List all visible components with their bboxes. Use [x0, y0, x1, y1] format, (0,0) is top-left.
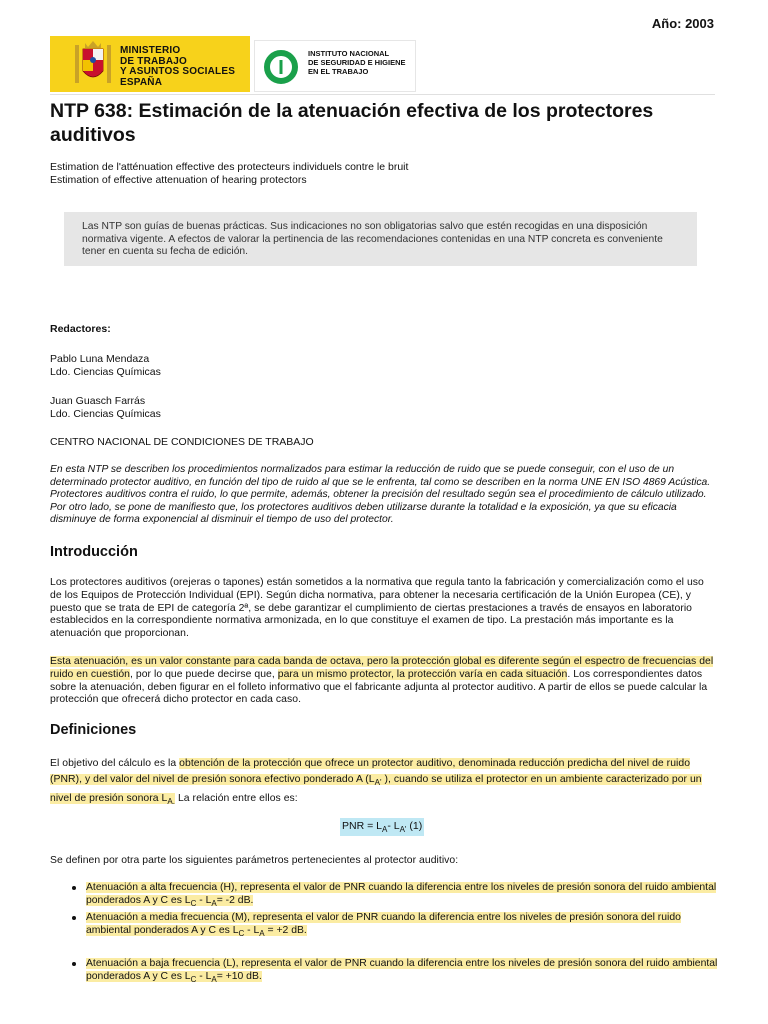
institute-name — [308, 49, 406, 76]
highlight — [86, 912, 681, 936]
authoring-center: CENTRO NACIONAL DE CONDICIONES DE TRABAJO — [50, 436, 314, 448]
list-item — [86, 958, 726, 987]
ministry-line: MINISTERIO — [120, 45, 181, 56]
subscript: C — [190, 974, 197, 984]
abstract: En esta NTP se describen los procedimientos normalizados para estimar la reducción de ruido que se puede conseguir, con el uso de un determinado protector auditivo, en función del tipo de ruido al que se le enfrenta, tal como se describen en la norma UNE EN ISO 4869 Acústica. Protectores auditivos contra el ruido, lo que permite, además, obtener la precisión del resultado según sea el procedimiento de cálculo utilizado. Por otro lado, se pone de manifiesto que, los protectores auditivos deben utilizarse durante la totalidad e la exposición, ya que su eficacia disminuye de forma exponencial al disminuir el tiempo de uso del protector. — [50, 464, 711, 526]
subtitle-english: Estimation of effective attenuation of hearing protectors — [50, 174, 307, 186]
bullet-icon — [72, 962, 76, 966]
parameters-intro: Se definen por otra parte los siguientes parámetros pertenecientes al protector auditivo: — [50, 855, 459, 866]
institute-line: DE SEGURIDAD E HIGIENE — [308, 58, 406, 67]
formula-part: PNR = L — [342, 820, 382, 832]
text-run: La relación entre ellos es: — [175, 793, 298, 805]
ministry-line: ESPAÑA — [120, 76, 163, 88]
pnr-formula — [340, 818, 424, 836]
subscript: A. — [167, 797, 176, 807]
text-run: Atenuación a media frecuencia (M), representa el valor de PNR cuando la diferencia entre los niveles de presión sonora del ruido ambiental ponderados A y C es L — [86, 912, 681, 936]
text-run: = -2 dB. — [216, 894, 254, 906]
subscript: A — [211, 898, 217, 908]
intro-paragraph: Los protectores auditivos (orejeras o tapones) están sometidos a la normativa que regula tanto la fabricación y comercialización como el uso de los Equipos de Protección Individual (EPI). Según dicha normativa, para obtener la necesaria certificación de la Unión Europea (CE), y puesto que se trata de EPI de categoría 2ª, se debe garantizar el cumplimiento de ciertas prestaciones a través de ensayos en laboratorio establecidos en la correspondiente normativa armonizada, en lo que constituye el examen de tipo. La prestación más importante es la atenuación que proporcionan. — [50, 577, 704, 640]
text-run: ), cuando se utiliza el protector en un ambiente caracterizado por un nivel de presión sonora L — [50, 774, 702, 805]
subscript: C — [238, 928, 245, 938]
text-run: - L — [196, 970, 212, 982]
subscript: A — [259, 928, 265, 938]
ministry-logo — [50, 36, 250, 92]
disclaimer-box — [64, 212, 697, 266]
subscript: A — [211, 974, 217, 984]
author-title: Ldo. Ciencias Químicas — [50, 408, 161, 420]
text-run: = +10 dB. — [216, 970, 262, 982]
bullet-icon — [72, 886, 76, 890]
institute-line: EN EL TRABAJO — [308, 67, 369, 76]
text-run: obtención de la protección que ofrece un protector auditivo, denominada reducción predicha del nivel de ruido (PNR), y del valor del nivel de presión sonora efectivo ponderado A (L — [50, 758, 691, 785]
bullet-icon — [72, 916, 76, 920]
disclaimer-text: Las NTP son guías de buenas prácticas. Sus indicaciones no son obligatorias salvo que estén recogidas en una disposición normativa vigente. A efectos de valorar la pertinencia de las recomendaciones contenidas en una NTP concreta es conveniente tener en cuenta su fecha de edición. — [82, 221, 663, 257]
definitions-paragraph — [50, 756, 715, 810]
author-name: Juan Guasch Farrás — [50, 395, 146, 407]
authors-heading: Redactores: — [50, 323, 111, 335]
formula-part: (1) — [406, 820, 423, 832]
text-run: . Los correspondientes datos sobre la atenuación, deben figurar en el folleto informativo que el fabricante adjunta al protector auditivo. A partir de ellos se puede calcular la protección que ofrecerá dicho protector en cada caso. — [50, 668, 708, 706]
institute-line: INSTITUTO NACIONAL — [308, 49, 390, 58]
formula-part: - L — [387, 820, 400, 832]
subtitle-french: Estimation de l'atténuation effective des protecteurs individuels contre le bruit — [50, 161, 409, 173]
document-title: NTP 638: Estimación de la atenuación efectiva de los protectores auditivos — [50, 100, 654, 146]
ministry-line: Y ASUNTOS SOCIALES — [120, 66, 236, 77]
section-heading-definiciones: Definiciones — [50, 722, 137, 738]
text-run: , por lo que puede decirse que, — [130, 668, 278, 680]
text-run: = +2 dB. — [264, 924, 307, 936]
text-run: Atenuación a alta frecuencia (H), representa el valor de PNR cuando la diferencia entre los niveles de presión sonora del ruido ambiental ponderados A y C es L — [86, 882, 717, 906]
highlight — [86, 958, 717, 982]
author-name: Pablo Luna Mendaza — [50, 353, 150, 365]
highlight: para un mismo protector, la protección varía en cada situación — [277, 668, 568, 680]
section-heading-introduccion: Introducción — [50, 544, 138, 560]
author-title: Ldo. Ciencias Químicas — [50, 366, 161, 378]
ministry-line: DE TRABAJO — [120, 55, 188, 67]
document-year: Año: 2003 — [651, 16, 714, 31]
institute-logo — [254, 40, 416, 92]
text-run: - L — [196, 894, 212, 906]
list-item — [86, 882, 726, 911]
subscript: C — [190, 898, 197, 908]
list-item — [86, 912, 726, 941]
subscript: A — [381, 825, 388, 835]
coat-of-arms-icon — [72, 39, 114, 89]
text-run: Atenuación a baja frecuencia (L), representa el valor de PNR cuando la diferencia entre los niveles de presión sonora del ruido ambiental ponderados A y C es L — [86, 958, 718, 982]
text-run: El objetivo del cálculo es la — [50, 758, 180, 769]
subscript: A' — [374, 778, 382, 788]
subtitles — [50, 161, 408, 187]
intro-paragraph-2 — [50, 656, 715, 707]
highlight — [86, 882, 716, 906]
insht-ring-icon — [263, 49, 299, 85]
subscript: A' — [399, 825, 407, 835]
text-run: - L — [244, 924, 260, 936]
ministry-name — [120, 46, 235, 88]
highlight: Esta atenuación, es un valor constante para cada banda de octava, pero la protección global es diferente según el espectro de frecuencias del ruido en cuestión — [50, 656, 714, 680]
